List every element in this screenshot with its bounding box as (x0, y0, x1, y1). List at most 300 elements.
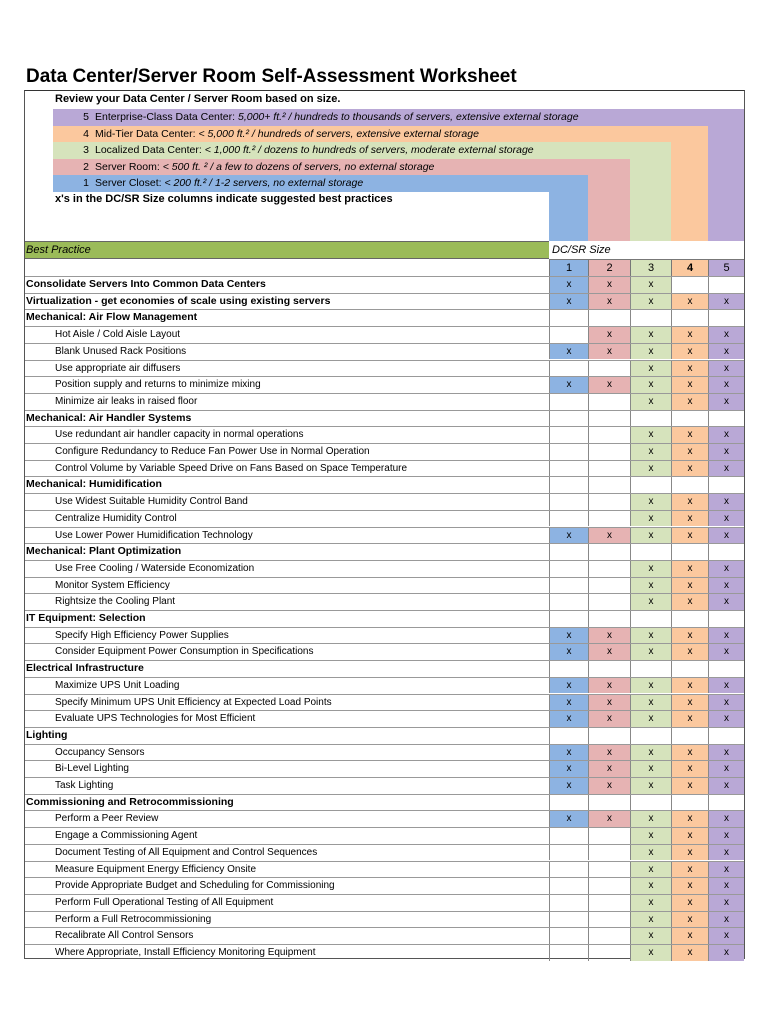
size-2-cell (588, 544, 630, 560)
size-1-cell (549, 728, 588, 744)
size-5-cell: x (708, 344, 744, 360)
size-1-cell (549, 461, 588, 477)
practice-label: Use Lower Power Humidification Technology (55, 529, 253, 541)
size-2-cell (588, 578, 630, 594)
size-1-cell (549, 828, 588, 844)
size-1-cell: x (549, 711, 588, 727)
legend-description: < 500 ft. ² / a few to dozens of servers, no external storage (162, 160, 435, 173)
size-5-cell: x (708, 895, 744, 911)
legend-description: < 5,000 ft.² / hundreds of servers, extensive external storage (198, 127, 479, 140)
size-2-cell (588, 561, 630, 577)
size-2-cell (588, 594, 630, 610)
legend-description: 5,000+ ft.² / hundreds to thousands of servers, extensive external storage (237, 111, 579, 123)
category-row (25, 610, 744, 627)
size-5-cell: x (708, 528, 744, 544)
size-3-cell: x (630, 377, 671, 393)
size-4-cell: x (671, 761, 708, 777)
size-4-cell: x (671, 444, 708, 460)
practice-label: Blank Unused Rack Positions (55, 345, 187, 357)
size-4-cell: x (671, 828, 708, 844)
size-4-cell: x (671, 895, 708, 911)
size-4-cell: x (671, 511, 708, 527)
size-1-cell: x (549, 761, 588, 777)
legend-entry-3 (75, 142, 534, 158)
size-2-cell (588, 310, 630, 326)
size-1-cell (549, 361, 588, 377)
size-3-cell: x (630, 594, 671, 610)
size-4-cell: x (671, 561, 708, 577)
size-5-cell: x (708, 862, 744, 878)
size-5-cell: x (708, 912, 744, 928)
size-5-cell: x (708, 828, 744, 844)
size-2-cell (588, 912, 630, 928)
legend-name: Server Room: (95, 160, 163, 173)
legend-name: Enterprise-Class Data Center: (95, 111, 238, 123)
size-2-cell: x (588, 277, 630, 293)
practice-label: Recalibrate All Control Sensors (55, 930, 194, 942)
size-2-cell (588, 444, 630, 460)
size-5-cell: x (708, 778, 744, 794)
practice-label: Occupancy Sensors (55, 746, 145, 758)
practice-label: Use redundant air handler capacity in normal operations (55, 429, 304, 441)
size-3-cell: x (630, 528, 671, 544)
size-2-cell: x (588, 811, 630, 827)
practice-row (25, 777, 744, 794)
practice-row (25, 760, 744, 777)
size-1-cell (549, 945, 588, 961)
practice-row (25, 810, 744, 827)
size-2-cell: x (588, 695, 630, 711)
practice-row (25, 460, 744, 477)
size-4-cell: x (671, 845, 708, 861)
size-2-cell: x (588, 778, 630, 794)
size-1-cell (549, 594, 588, 610)
practice-label: Centralize Humidity Control (55, 512, 177, 524)
size-2-cell (588, 477, 630, 493)
worksheet (24, 90, 745, 959)
size-4-cell: x (671, 711, 708, 727)
size-1-cell: x (549, 377, 588, 393)
practice-row (25, 426, 744, 443)
size-2-cell (588, 878, 630, 894)
size-4-cell: x (671, 862, 708, 878)
legend-entry-2 (75, 159, 434, 175)
practice-label: Where Appropriate, Install Efficiency Monitoring Equipment (55, 947, 316, 958)
size-3-cell: x (630, 695, 671, 711)
practice-row (25, 593, 744, 610)
size-4-cell: x (671, 294, 708, 310)
size-5-cell: x (708, 427, 744, 443)
size-4-cell: x (671, 377, 708, 393)
size-2-cell: x (588, 628, 630, 644)
size-3-cell: x (630, 561, 671, 577)
size-3-cell: x (630, 628, 671, 644)
size-4-cell: x (671, 878, 708, 894)
size-5-cell: x (708, 945, 744, 961)
practice-row (25, 643, 744, 660)
size-2-cell (588, 611, 630, 627)
practice-label: Specify Minimum UPS Unit Efficiency at Expected Load Points (55, 696, 332, 708)
practice-label: Engage a Commissioning Agent (55, 830, 198, 842)
size-1-cell: x (549, 745, 588, 761)
size-3-cell (630, 795, 671, 811)
size-4-cell: x (671, 344, 708, 360)
size-3-cell: x (630, 578, 671, 594)
size-5-cell (708, 277, 744, 293)
size-3-cell: x (630, 394, 671, 410)
size-3-cell (630, 661, 671, 677)
category-row (25, 794, 744, 811)
practice-row (25, 360, 744, 377)
size-1-cell (549, 611, 588, 627)
legend-name: Server Closet: (95, 177, 165, 190)
category-row (25, 543, 744, 560)
size-4-cell (671, 310, 708, 326)
size-3-cell: x (630, 811, 671, 827)
size-1-cell: x (549, 811, 588, 827)
category-label: Electrical Infrastructure (26, 662, 144, 675)
size-3-cell: x (630, 845, 671, 861)
size-4-cell (671, 544, 708, 560)
size-1-cell (549, 394, 588, 410)
category-label: Mechanical: Humidification (26, 478, 162, 491)
legend-number: 5 (83, 111, 89, 123)
practice-row (25, 627, 744, 644)
size-3-cell: x (630, 511, 671, 527)
size-2-cell: x (588, 745, 630, 761)
size-3-cell: x (630, 828, 671, 844)
size-2-cell: x (588, 294, 630, 310)
practice-row (25, 560, 744, 577)
size-1-cell (549, 912, 588, 928)
size-3-cell (630, 544, 671, 560)
size-5-cell: x (708, 511, 744, 527)
legend-number: 2 (83, 160, 89, 173)
size-4-cell: x (671, 594, 708, 610)
size-4-cell: x (671, 644, 708, 660)
size-3-cell: x (630, 461, 671, 477)
size-4-cell: x (671, 912, 708, 928)
size-5-cell: x (708, 394, 744, 410)
size-5-cell (708, 310, 744, 326)
size-1-cell: x (549, 294, 588, 310)
size-column-4: 4 (671, 259, 708, 276)
legend-number: 3 (83, 144, 89, 157)
practice-label: Configure Redundancy to Reduce Fan Power Use in Normal Operation (55, 446, 370, 457)
size-2-cell (588, 411, 630, 427)
category-label: Lighting (26, 728, 68, 741)
size-4-cell: x (671, 427, 708, 443)
intro-text: Review your Data Center / Server Room based on size. (55, 93, 341, 105)
size-3-cell: x (630, 878, 671, 894)
size-3-cell: x (630, 644, 671, 660)
size-3-cell: x (630, 427, 671, 443)
size-3-cell (630, 310, 671, 326)
practice-label: Monitor System Efficiency (55, 579, 170, 591)
legend-entry-5 (75, 109, 579, 125)
size-3-cell: x (630, 912, 671, 928)
size-3-cell: x (630, 928, 671, 944)
category-row (25, 660, 744, 677)
size-1-cell (549, 561, 588, 577)
size-2-cell (588, 511, 630, 527)
practice-label: Use appropriate air diffusers (55, 362, 181, 374)
size-1-cell (549, 544, 588, 560)
size-1-cell (549, 895, 588, 911)
size-4-cell: x (671, 745, 708, 761)
practice-label: Minimize air leaks in raised floor (55, 395, 198, 407)
size-2-cell (588, 661, 630, 677)
practice-label: Document Testing of All Equipment and Control Sequences (55, 846, 318, 858)
size-column-1: 1 (549, 259, 588, 276)
practice-row (25, 527, 744, 544)
size-column-2: 2 (588, 259, 630, 276)
size-5-cell: x (708, 678, 744, 694)
practice-row (25, 493, 744, 510)
size-1-cell: x (549, 277, 588, 293)
size-1-cell (549, 862, 588, 878)
size-5-cell: x (708, 711, 744, 727)
category-row (25, 293, 744, 310)
size-5-cell (708, 728, 744, 744)
category-row (25, 727, 744, 744)
practice-label: Bi-Level Lighting (55, 763, 129, 775)
category-label: Mechanical: Air Flow Management (26, 311, 198, 324)
legend-entry-1 (75, 175, 363, 191)
size-2-cell (588, 461, 630, 477)
size-5-cell: x (708, 761, 744, 777)
size-2-cell: x (588, 377, 630, 393)
size-5-cell: x (708, 928, 744, 944)
size-column-5: 5 (708, 259, 744, 276)
page-title: Data Center/Server Room Self-Assessment Worksheet (26, 66, 517, 87)
size-4-cell: x (671, 327, 708, 343)
size-4-cell (671, 795, 708, 811)
size-1-cell (549, 327, 588, 343)
size-1-cell (549, 494, 588, 510)
size-4-cell: x (671, 494, 708, 510)
size-4-cell: x (671, 928, 708, 944)
size-2-cell (588, 394, 630, 410)
size-1-cell: x (549, 628, 588, 644)
size-2-cell: x (588, 327, 630, 343)
practice-row (25, 326, 744, 343)
size-1-cell: x (549, 695, 588, 711)
size-3-cell (630, 611, 671, 627)
practice-label: Task Lighting (55, 780, 114, 791)
size-3-cell: x (630, 494, 671, 510)
legend-description: < 1,000 ft.² / dozens to hundreds of servers, moderate external storage (204, 144, 534, 157)
size-1-cell: x (549, 778, 588, 794)
size-4-cell: x (671, 811, 708, 827)
size-4-cell: x (671, 945, 708, 961)
practice-label: Use Free Cooling / Waterside Economization (55, 562, 255, 574)
size-5-cell (708, 611, 744, 627)
size-1-cell (549, 578, 588, 594)
practice-label: Maximize UPS Unit Loading (55, 679, 180, 691)
size-1-cell (549, 511, 588, 527)
size-2-cell (588, 828, 630, 844)
practice-label: Consider Equipment Power Consumption in Specifications (55, 646, 314, 658)
category-label: Mechanical: Plant Optimization (26, 545, 182, 558)
size-2-cell: x (588, 528, 630, 544)
size-5-cell (708, 477, 744, 493)
practice-row (25, 944, 744, 961)
best-practice-header: Best Practice (25, 241, 549, 259)
legend-name: Mid-Tier Data Center: (95, 127, 199, 140)
size-2-cell (588, 945, 630, 961)
size-4-cell: x (671, 578, 708, 594)
size-3-cell: x (630, 327, 671, 343)
size-2-cell: x (588, 761, 630, 777)
size-3-cell: x (630, 344, 671, 360)
size-2-cell (588, 728, 630, 744)
size-4-cell: x (671, 778, 708, 794)
practice-label: Evaluate UPS Technologies for Most Efficient (55, 713, 256, 725)
practice-label: Measure Equipment Energy Efficiency Onsite (55, 863, 257, 875)
practice-label: Perform a Peer Review (55, 813, 159, 825)
size-5-cell: x (708, 361, 744, 377)
size-4-cell: x (671, 528, 708, 544)
size-1-cell (549, 661, 588, 677)
size-3-cell: x (630, 678, 671, 694)
category-label: IT Equipment: Selection (26, 612, 146, 624)
size-1-cell: x (549, 678, 588, 694)
size-1-cell (549, 310, 588, 326)
size-4-cell: x (671, 695, 708, 711)
legend-name: Localized Data Center: (95, 144, 205, 157)
practice-row (25, 443, 744, 460)
category-row (25, 276, 744, 293)
size-3-cell: x (630, 294, 671, 310)
size-3-cell: x (630, 745, 671, 761)
category-label: Commissioning and Retrocommissioning (26, 795, 234, 808)
size-3-cell: x (630, 945, 671, 961)
practice-row (25, 343, 744, 360)
category-label: Consolidate Servers Into Common Data Centers (26, 278, 266, 290)
size-5-cell: x (708, 628, 744, 644)
size-5-cell: x (708, 878, 744, 894)
size-4-cell: x (671, 628, 708, 644)
size-5-cell (708, 661, 744, 677)
practice-row (25, 710, 744, 727)
size-2-cell: x (588, 344, 630, 360)
practice-label: Provide Appropriate Budget and Scheduling for Commissioning (55, 880, 335, 892)
size-2-cell (588, 845, 630, 861)
category-row (25, 476, 744, 493)
size-5-cell (708, 795, 744, 811)
size-4-cell (671, 477, 708, 493)
practice-label: Use Widest Suitable Humidity Control Band (55, 496, 248, 508)
size-4-cell (671, 611, 708, 627)
size-1-cell (549, 444, 588, 460)
category-row (25, 309, 744, 326)
legend-number: 4 (83, 127, 89, 140)
practice-row (25, 894, 744, 911)
size-4-cell (671, 728, 708, 744)
size-3-cell: x (630, 711, 671, 727)
category-row (25, 410, 744, 427)
legend-entry-4 (75, 126, 479, 142)
size-3-cell: x (630, 778, 671, 794)
size-2-cell: x (588, 644, 630, 660)
practice-row (25, 861, 744, 878)
practice-row (25, 927, 744, 944)
size-5-cell: x (708, 695, 744, 711)
size-1-cell (549, 411, 588, 427)
size-5-cell: x (708, 561, 744, 577)
practice-label: Position supply and returns to minimize mixing (55, 379, 261, 391)
size-3-cell (630, 728, 671, 744)
size-5-cell: x (708, 444, 744, 460)
practice-row (25, 510, 744, 527)
size-5-cell: x (708, 494, 744, 510)
size-2-cell (588, 795, 630, 811)
size-1-cell: x (549, 528, 588, 544)
size-3-cell: x (630, 361, 671, 377)
practice-label: Perform a Full Retrocommissioning (55, 913, 212, 925)
size-1-cell (549, 878, 588, 894)
size-5-cell: x (708, 377, 744, 393)
size-5-cell: x (708, 594, 744, 610)
size-5-cell: x (708, 578, 744, 594)
legend-number: 1 (83, 177, 89, 190)
size-1-cell (549, 427, 588, 443)
practice-label: Perform Full Operational Testing of All Equipment (55, 896, 274, 908)
size-header: DC/SR Size (552, 244, 611, 256)
practice-row (25, 827, 744, 844)
size-1-cell: x (549, 344, 588, 360)
size-2-cell: x (588, 711, 630, 727)
size-5-cell: x (708, 745, 744, 761)
size-4-cell: x (671, 461, 708, 477)
size-5-cell: x (708, 644, 744, 660)
size-5-cell (708, 544, 744, 560)
size-3-cell: x (630, 895, 671, 911)
size-1-cell (549, 845, 588, 861)
practice-row (25, 376, 744, 393)
practice-row (25, 911, 744, 928)
size-5-cell: x (708, 811, 744, 827)
size-3-cell: x (630, 761, 671, 777)
size-4-cell: x (671, 394, 708, 410)
size-3-cell: x (630, 444, 671, 460)
practice-row (25, 393, 744, 410)
size-3-cell (630, 411, 671, 427)
category-label: Mechanical: Air Handler Systems (26, 411, 192, 424)
practice-row (25, 677, 744, 694)
size-2-cell: x (588, 678, 630, 694)
practice-label: Control Volume by Variable Speed Drive on Fans Based on Space Temperature (55, 462, 408, 474)
category-label: Virtualization - get economies of scale using existing servers (26, 294, 331, 307)
size-4-cell (671, 277, 708, 293)
practice-row (25, 744, 744, 761)
size-4-cell (671, 411, 708, 427)
size-2-cell (588, 862, 630, 878)
size-2-cell (588, 895, 630, 911)
practice-row (25, 844, 744, 861)
practice-label: Specify High Efficiency Power Supplies (55, 629, 229, 641)
practice-row (25, 577, 744, 594)
size-3-cell: x (630, 277, 671, 293)
size-4-cell: x (671, 361, 708, 377)
legend-description: < 200 ft.² / 1-2 servers, no external storage (164, 177, 364, 190)
practice-row (25, 877, 744, 894)
size-5-cell: x (708, 461, 744, 477)
size-2-cell (588, 928, 630, 944)
size-3-cell: x (630, 862, 671, 878)
size-5-cell: x (708, 845, 744, 861)
